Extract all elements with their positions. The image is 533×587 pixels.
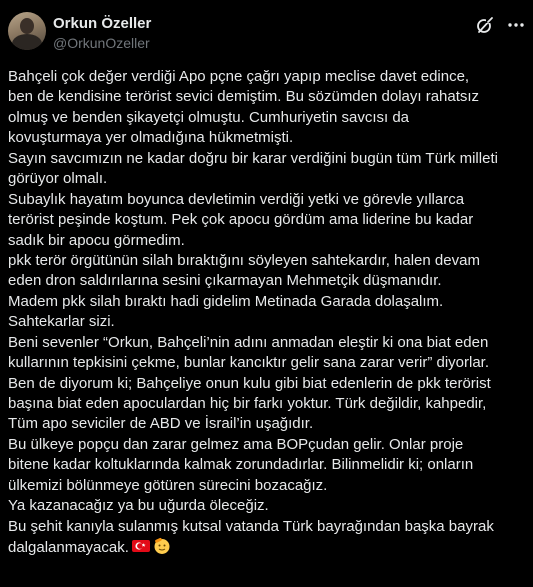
tweet-line: ülkemizi bölünmeye götüren sürecini bozacağız.	[8, 476, 328, 494]
tweet-line: Sayın savcımızın ne kadar doğru bir karar verdiğini bugün tüm Türk milleti	[8, 149, 498, 167]
tweet-line: pkk terör örgütünün silah bıraktığını söyleyen sahtekardır, halen devam	[8, 251, 480, 269]
tweet-line: görüyor olmalı.	[8, 170, 108, 188]
tweet-line: Sahtekarlar sizi.	[8, 313, 115, 331]
tweet-text	[8, 67, 530, 558]
tweet-line: başına biat eden apoculardan hiç bir farkı yoktur. Türk değildir, kahpedir,	[8, 395, 487, 412]
tweet-line: Bu şehit kanıyla sulanmış kutsal vatanda Türk bayrağından başka bayrak	[8, 517, 494, 535]
tweet-line: terörist peşinde koştum. Pek çok apocu gördüm ama liderine bu kadar	[8, 211, 474, 229]
tweet-line: Ben de diyorum ki; Bahçeliye onun kulu gibi biat edenlerin de pkk terörist	[8, 374, 491, 392]
tweet-line: kullarının tepkisini çekme, bunlar kancıktır gelir sana zarar verir” diyorlar.	[8, 354, 490, 372]
tweet-line: Tüm apo seviciler de ABD ve İsrail’in uşağıdır.	[8, 415, 314, 433]
saluting-face-emoji	[153, 537, 171, 555]
turkish-flag-emoji	[132, 537, 150, 555]
author-display-name[interactable]: Orkun Özeller	[53, 15, 152, 32]
tweet-line: olmuş ve benden şikayetçi olmuştu. Cumhuriyetin savcısı da	[8, 108, 410, 126]
tweet-header	[0, 0, 533, 62]
avatar-head	[20, 18, 34, 34]
avatar-shoulders	[12, 34, 42, 50]
tweet-line: eden dron saldırılarına sesini çıkarmayan Mehmetçik düşmanıdır.	[8, 272, 442, 290]
tweet-line-last-text: dalgalanmayacak.	[8, 539, 129, 557]
tweet-line: Madem pkk silah bıraktı hadi gidelim Metinada Garada dolaşalım.	[8, 292, 444, 310]
tweet-line: Subaylık hayatım boyunca devletimin verdiği yetki ve görevle yıllarca	[8, 190, 465, 208]
author-handle[interactable]: @OrkunOzeller	[53, 35, 150, 51]
tweet-line: Bu ülkeye popçu dan zarar gelmez ama BOPçudan gelir. Onlar proje	[8, 435, 464, 453]
avatar[interactable]	[8, 12, 46, 50]
tweet-line: bitene kadar koltuklarında kalmak zorundadırlar. Bilinmelidir ki; onların	[8, 456, 474, 474]
tweet-line-last	[8, 537, 530, 557]
tweet-line: Ya kazanacağız ya bu uğurda öleceğiz.	[8, 497, 269, 515]
tweet-line: sadık bir apocu görmedim.	[8, 231, 185, 249]
grok-icon[interactable]	[475, 15, 495, 35]
tweet-line: Bahçeli çok değer verdiği Apo pçne çağrı yapıp meclise davet edince,	[8, 68, 470, 85]
more-icon[interactable]	[506, 15, 526, 35]
tweet-line: kovuşturmaya yer olmadığına hükmetmişti.	[8, 129, 294, 147]
tweet-line: Beni sevenler “Orkun, Bahçeli’nin adını anmadan eleştir ki ona biat eden	[8, 333, 489, 351]
tweet-line: ben de kendisine terörist sevici demiştim. Bu sözümden dolayı rahatsız	[8, 88, 480, 106]
